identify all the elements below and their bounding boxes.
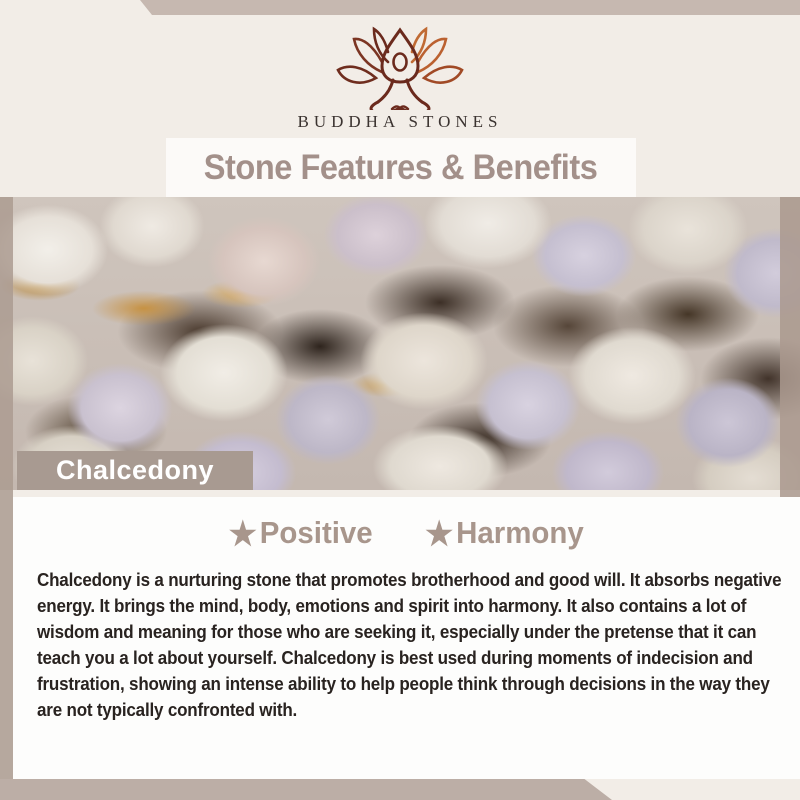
feature-positive (229, 515, 373, 551)
description-line: frustration, showing an intense ability to help people think through decisions in the way they (37, 674, 770, 694)
banner-title: Stone Features & Benefits (204, 147, 598, 187)
feature-label: Positive (260, 515, 373, 550)
lotus-meditation-icon (330, 26, 470, 110)
bottom-ribbon (0, 779, 612, 800)
features-row (13, 515, 800, 551)
description-line: teach you a lot about yourself. Chalcedony is best used during moments of indecision and (37, 648, 753, 668)
stone-description (37, 567, 797, 723)
feature-harmony (425, 515, 584, 551)
description-line: energy. It brings the mind, body, emotions and spirit into harmony. It also contains a lot of (37, 596, 747, 616)
banner (166, 138, 636, 197)
star-icon: ★ (424, 514, 454, 552)
stone-name-label (17, 451, 253, 490)
left-ribbon (0, 197, 13, 800)
content-panel (13, 497, 800, 779)
description-line: are not typically confronted with. (37, 700, 298, 720)
stone-photo (0, 197, 800, 490)
top-right-ribbon (140, 0, 800, 15)
description-line: Chalcedony is a nurturing stone that promotes brotherhood and good will. It absorbs negative (37, 570, 782, 590)
star-icon: ★ (229, 514, 258, 552)
description-line: wisdom and meaning for those who are seeking it, especially under the pretense that it can (37, 622, 757, 642)
stone-name: Chalcedony (55, 455, 215, 485)
brand-name: BUDDHA STONES (297, 112, 503, 131)
feature-label: Harmony (455, 515, 584, 550)
